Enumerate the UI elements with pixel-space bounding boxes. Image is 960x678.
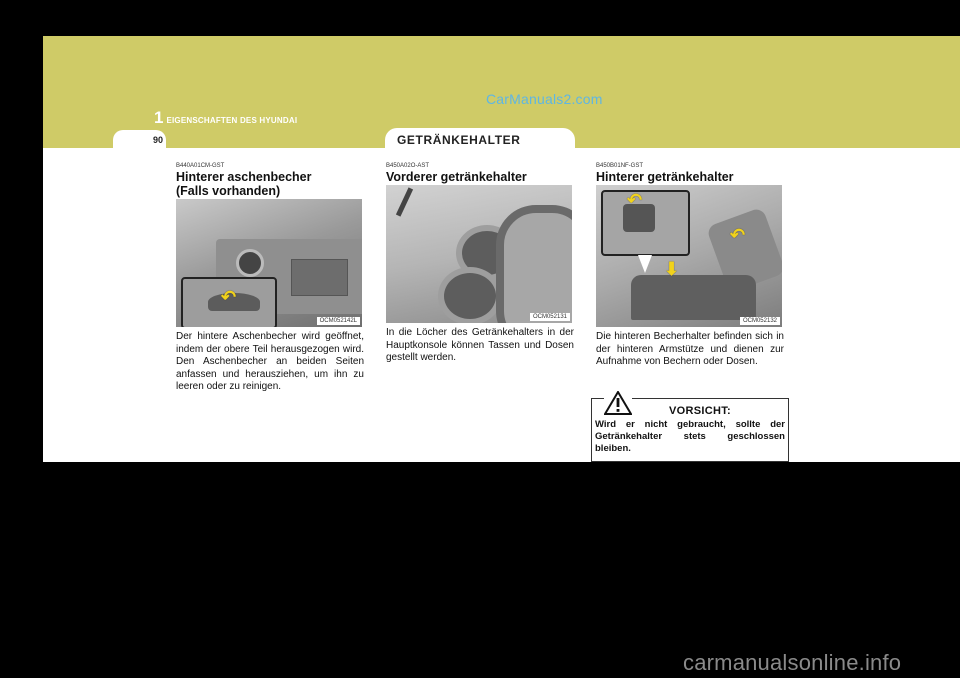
- detail-inset: [181, 277, 277, 327]
- gear-shift-surround: [496, 205, 572, 323]
- warning-triangle-icon: [604, 391, 632, 415]
- watermark-top[interactable]: CarManuals2.com: [486, 91, 603, 107]
- chapter-header: [154, 109, 297, 126]
- section-code: B450B01NF-GST: [596, 163, 644, 169]
- heading-line-2: (Falls vorhanden): [176, 184, 281, 198]
- watermark-bottom[interactable]: carmanualsonline.info: [683, 650, 902, 675]
- image-reference: OCM052131: [530, 313, 570, 321]
- ashtray-slot: [291, 259, 348, 296]
- body-text: Der hintere Aschenbecher wird geöffnet, indem der obere Teil herausgezogen wird. Den Aschenbecher an beiden Seiten anfassen und herausziehen, um ihn zu leeren oder zu reinigen.: [176, 331, 364, 392]
- image-reference: OCM052142L: [317, 317, 360, 325]
- page-number: 90: [153, 135, 164, 145]
- front-cupholder-photo: [386, 185, 572, 323]
- caution-text: Wird er nicht gebraucht, sollte der Getränkehalter stets geschlossen bleiben.: [595, 419, 785, 454]
- caution-box: [591, 398, 789, 462]
- armrest: [631, 275, 756, 320]
- section-heading: Hinterer getränkehalter: [596, 170, 734, 184]
- callout-pointer: [638, 255, 652, 273]
- section-heading: [176, 170, 364, 198]
- curved-arrow-icon: ↶: [730, 225, 746, 245]
- body-text: Die hinteren Becherhalter befinden sich in der hinteren Armstütze und dienen zur Aufnahme von Bechern oder Dosen.: [596, 331, 784, 367]
- body-text: In die Löcher des Getränkehalters in der Hauptkonsole können Tassen und Dosen gestellt werden.: [386, 327, 574, 363]
- chapter-title: EIGENSCHAFTEN DES HYUNDAI: [166, 116, 298, 125]
- image-reference: OCM052132: [740, 317, 780, 325]
- column-rear-ashtray: [176, 162, 364, 394]
- chapter-number: 1: [154, 108, 164, 127]
- console-trim: [396, 187, 413, 216]
- column-rear-cupholder: [596, 162, 784, 369]
- caution-title: VORSICHT:: [669, 405, 731, 417]
- rear-cupholder-photo: [596, 185, 782, 327]
- lighter-knob: [236, 249, 264, 277]
- curved-arrow-icon: ↶: [627, 190, 643, 210]
- section-title: GETRÄNKEHALTER: [397, 133, 521, 147]
- down-arrow-icon: ⬇: [664, 259, 680, 279]
- column-front-cupholder: [386, 162, 574, 365]
- section-code: B440A01CM-GST: [176, 163, 225, 169]
- cup-hole-front: [438, 267, 502, 323]
- ashtray-photo: [176, 199, 362, 327]
- section-code: B450A02O-AST: [386, 163, 430, 169]
- manual-page: [43, 36, 960, 462]
- detail-inset: [601, 190, 690, 256]
- curved-arrow-icon: ↶: [221, 287, 237, 307]
- heading-line-1: Hinterer aschenbecher: [176, 170, 312, 184]
- section-heading: Vorderer getränkehalter: [386, 170, 527, 184]
